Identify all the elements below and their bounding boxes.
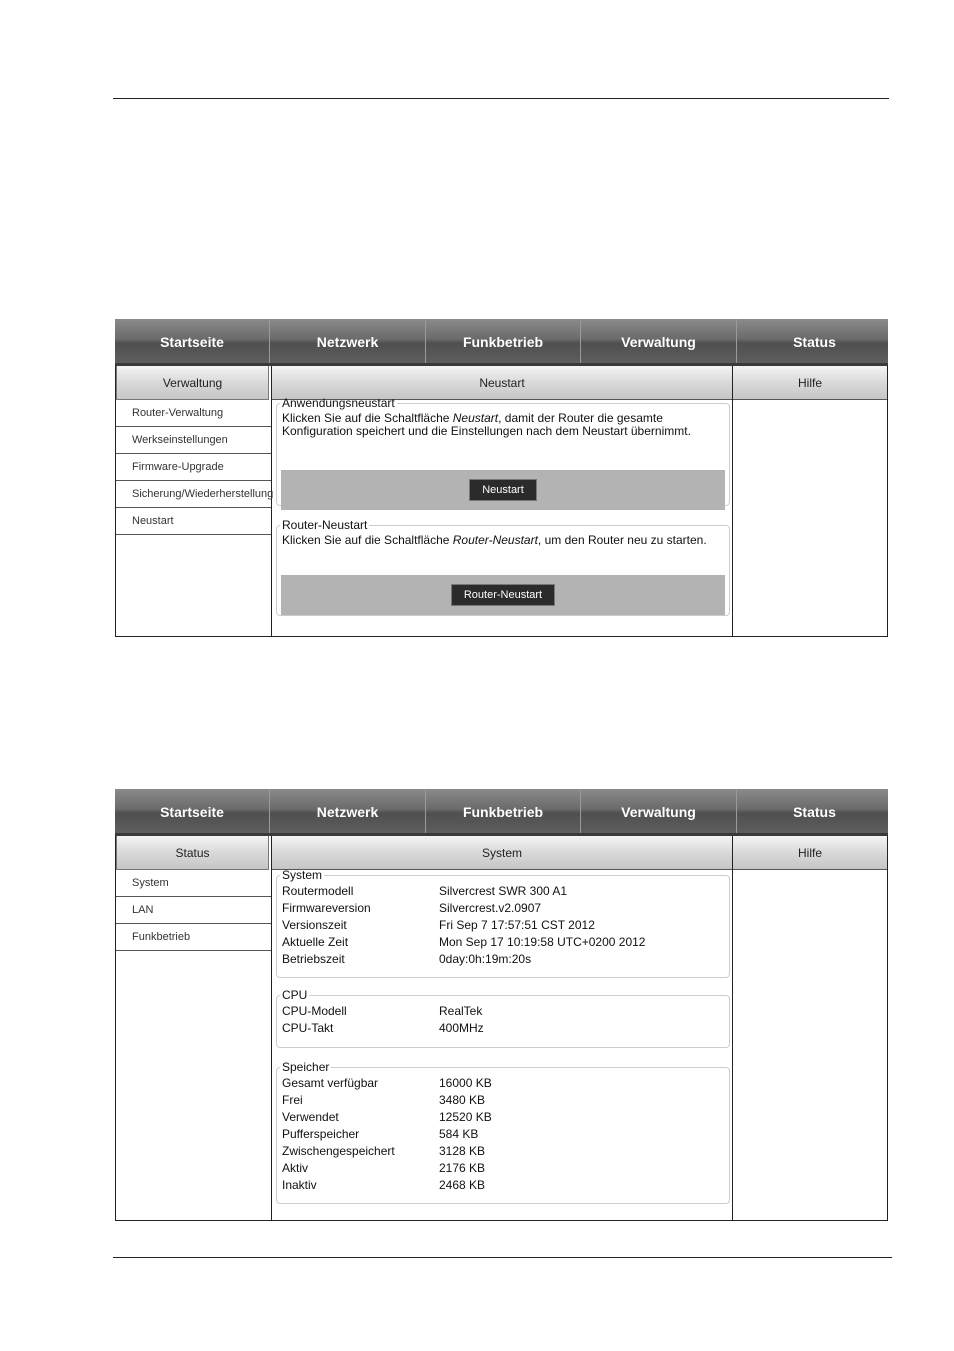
bottom-rule	[113, 1257, 892, 1258]
help-header: Hilfe	[733, 836, 887, 870]
app-restart-legend: Anwendungsneustart	[282, 396, 395, 410]
sidebar	[116, 366, 272, 636]
info-row: Firmwareversion Silvercrest.v2.0907	[282, 900, 542, 915]
router-restart-description: Klicken Sie auf die Schaltfläche Router-Neustart, um den Router neu zu starten.	[282, 533, 707, 547]
app-restart-section	[276, 396, 730, 506]
help-header: Hilfe	[733, 366, 887, 400]
nav-funkbetrieb[interactable]: Funkbetrieb	[426, 319, 581, 363]
system-legend: System	[282, 868, 323, 882]
app-restart-description: Klicken Sie auf die Schaltfläche Neustart, damit der Router die gesamte Konfiguration speichert und die Einstellungen nach dem Neustart übernimmt.	[282, 411, 691, 438]
info-row: Frei 3480 KB	[282, 1092, 486, 1107]
top-rule	[113, 98, 889, 99]
info-row: Aktuelle Zeit Mon Sep 17 10:19:58 UTC+0200 2012	[282, 934, 646, 949]
sidebar-item-neustart[interactable]: Neustart	[116, 508, 271, 535]
router-restart-button-bar	[281, 575, 725, 615]
sidebar-item-router-verwaltung[interactable]: Router-Verwaltung	[116, 400, 271, 427]
sidebar-item-funkbetrieb[interactable]: Funkbetrieb	[116, 924, 271, 951]
help-panel	[733, 366, 887, 636]
nav-status[interactable]: Status	[793, 804, 836, 820]
router-restart-section	[276, 518, 730, 616]
system-section	[276, 868, 730, 978]
router-admin-panel-status	[115, 789, 888, 1220]
sidebar	[116, 836, 272, 1220]
sidebar-item-sicherung[interactable]: Sicherung/Wiederherstellung	[116, 481, 271, 508]
nav-status[interactable]: Status	[793, 334, 836, 350]
memory-legend: Speicher	[282, 1060, 330, 1074]
sidebar-item-system[interactable]: System	[116, 870, 271, 897]
sidebar-item-werkseinstellungen[interactable]: Werkseinstellungen	[116, 427, 271, 454]
info-row: Betriebszeit 0day:0h:19m:20s	[282, 951, 532, 966]
info-row: Versionszeit Fri Sep 7 17:57:51 CST 2012	[282, 917, 595, 932]
info-row: Inaktiv 2468 KB	[282, 1177, 486, 1192]
cpu-section	[276, 988, 730, 1048]
nav-netzwerk[interactable]: Netzwerk	[270, 789, 426, 833]
router-admin-panel-restart	[115, 319, 888, 636]
top-nav	[115, 789, 888, 836]
cpu-legend: CPU	[282, 988, 308, 1002]
nav-startseite[interactable]: Startseite	[115, 319, 270, 363]
top-nav	[115, 319, 888, 366]
router-restart-legend: Router-Neustart	[282, 518, 368, 532]
nav-verwaltung[interactable]: Verwaltung	[581, 789, 737, 833]
neustart-button[interactable]: Neustart	[469, 479, 537, 501]
info-row: Verwendet 12520 KB	[282, 1109, 492, 1124]
main-header: Neustart	[272, 366, 732, 400]
nav-verwaltung[interactable]: Verwaltung	[581, 319, 737, 363]
info-row: Gesamt verfügbar 16000 KB	[282, 1075, 492, 1090]
router-neustart-button[interactable]: Router-Neustart	[451, 584, 555, 606]
sidebar-header: Verwaltung	[116, 366, 269, 400]
main-header: System	[272, 836, 732, 870]
system-rows	[277, 882, 729, 967]
main-panel	[272, 836, 733, 1220]
nav-netzwerk[interactable]: Netzwerk	[270, 319, 426, 363]
app-restart-button-bar	[281, 470, 725, 510]
content-area	[115, 836, 888, 1221]
nav-startseite[interactable]: Startseite	[115, 789, 270, 833]
info-row: Zwischengespeichert 3128 KB	[282, 1143, 486, 1158]
sidebar-item-firmware-upgrade[interactable]: Firmware-Upgrade	[116, 454, 271, 481]
content-area	[115, 366, 888, 637]
info-row: CPU-Takt 400MHz	[282, 1020, 484, 1035]
info-row: Aktiv 2176 KB	[282, 1160, 486, 1175]
main-panel	[272, 366, 733, 636]
info-row: Routermodell Silvercrest SWR 300 A1	[282, 883, 568, 898]
info-row: CPU-Modell RealTek	[282, 1003, 483, 1018]
sidebar-header: Status	[116, 836, 269, 870]
sidebar-item-lan[interactable]: LAN	[116, 897, 271, 924]
nav-funkbetrieb[interactable]: Funkbetrieb	[426, 789, 581, 833]
info-row: Pufferspeicher 584 KB	[282, 1126, 479, 1141]
memory-section	[276, 1060, 730, 1204]
help-panel	[733, 836, 887, 1220]
